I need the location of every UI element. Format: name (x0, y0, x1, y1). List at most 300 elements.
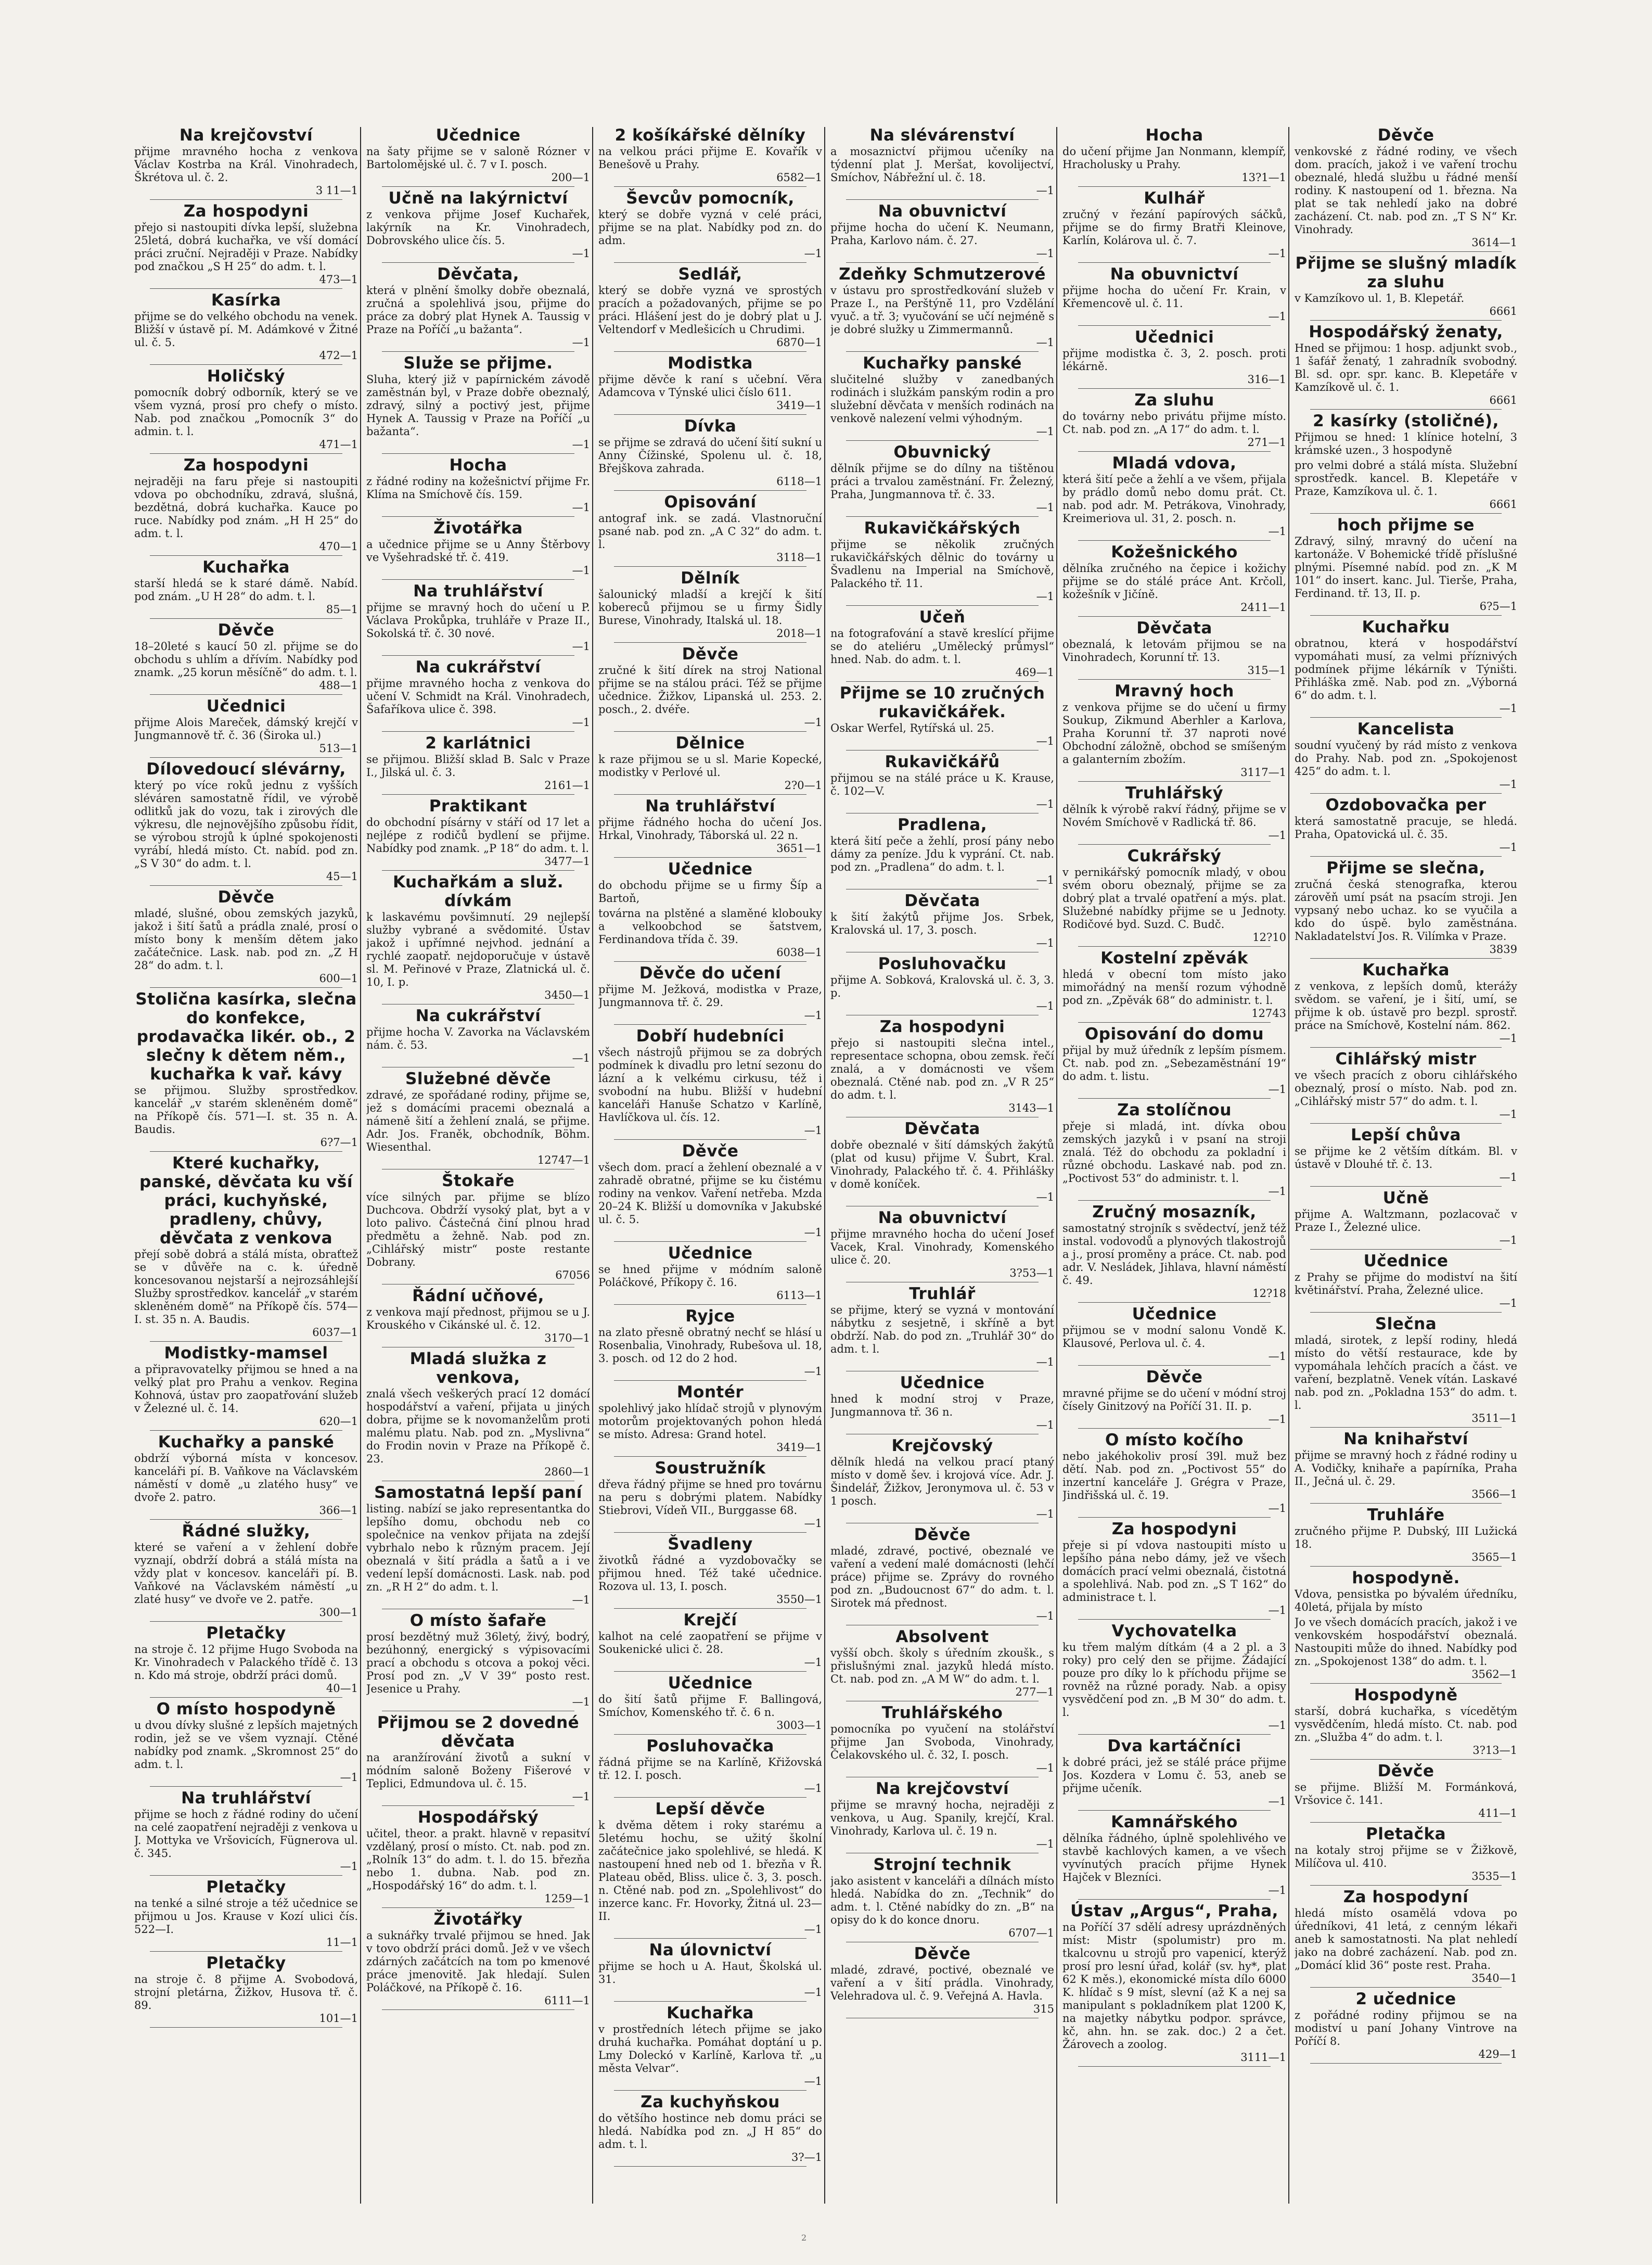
ad-body: mladá, sirotek, z lepší rodiny, hledá místo do větší restaurace, kde by vypomáhala lehčích pracích a část. ve vaření, bezplatně. Venek vítán. Laskavé nab. pod zn. „Pokladna 153“ do adm. t. l. (1295, 1334, 1517, 1411)
ad-separator (1078, 388, 1271, 389)
ad-body: listing. nabízí se jako representantka do lepšího domu, obchodu neb co společnice na venkov přijata na zdejší vybrhalo nebo k různým pracem. Její obeznalá v šití prádla a šatů a i ve vedení lepší domácnosti. Lask. nab. pod zn. „R H 2“ do adm. t. l. (366, 1503, 590, 1593)
ad-code: —1 (572, 247, 590, 260)
ad-heading: Dívka (684, 417, 737, 436)
ad-separator (614, 2001, 806, 2002)
ad-body: který se dobře vyzná ve sprostých pracích a požadovaných, přijme se po práci. Hlášení jest do je dobrý plat u J. Veltendorf v Medlešicích u Chrudimi. (598, 284, 822, 336)
ad-heading: Krejčí (683, 1611, 737, 1630)
ad-body: ve všech pracích z oboru cihlářského obeznalý, prosí o místo. Nab. pod zn. „Cihlářský mistr 57“ do adm. t. l. (1295, 1069, 1517, 1108)
ad-heading: Přijme se 10 zručných rukavičkářek. (839, 684, 1045, 721)
ad-body: přijme mravného hocha z venkova Václav Kostrba na Král. Vinohradech, Škrétova ul. č. 2. (134, 145, 358, 184)
ad-separator (1310, 793, 1502, 794)
ad-heading: Rukavičkářů (885, 753, 1000, 771)
ad-separator (1310, 2063, 1502, 2064)
ad-separator (1078, 186, 1271, 187)
ad-heading: Učednice (1363, 1252, 1449, 1270)
ad-heading: Hospodářský ženaty, (1309, 323, 1503, 341)
classified-ad (1295, 1569, 1517, 1614)
ad-separator (382, 1907, 574, 1908)
ad-code: 85—1 (326, 603, 358, 616)
ad-heading: O místo hospodyně (156, 1700, 336, 1719)
classified-ad (1062, 189, 1286, 260)
ad-body: se přijme. Bližší M. Formánková, Vršovice č. 141. (1295, 1781, 1517, 1806)
classified-ad (1062, 454, 1286, 538)
ad-heading: Na cukrářství (415, 658, 541, 677)
ad-separator (614, 186, 806, 187)
ad-heading: Na cukrářství (415, 1007, 541, 1025)
classified-ad (598, 1737, 822, 1795)
ad-code: 6661 (1489, 498, 1517, 511)
ad-body: dělník hledá na velkou prací ptaný místo v domě šev. i krojová více. Adr. J. Šindelář, Žižkov, Jeronymova ul. č. 53 v 1 posch. (830, 1456, 1054, 1507)
ad-code: 3565—1 (1471, 1551, 1517, 1563)
ad-body: přijme se mravný hocha, nejraději z venkova, u Aug. Spanily, krejčí, Kral. Vinohrady, Karlova ul. č. 19 n. (830, 1799, 1054, 1837)
ad-heading: Na krejčovství (875, 1779, 1009, 1798)
ad-heading: Modistka (668, 354, 753, 373)
ad-separator (150, 364, 342, 365)
classified-ad (830, 1703, 1054, 1775)
ad-code: —1 (572, 336, 590, 349)
ad-code: 3540—1 (1471, 1972, 1517, 1984)
ad-separator (1310, 320, 1502, 321)
ad-body: která šití peče a žehlí a ve všem, přijala by prádlo domů nebo domu prát. Ct. nab. pod adr. M. Petrákova, Vinohrady, Kreimeriova ul. 31, 2. posch. n. (1062, 473, 1286, 525)
ad-body: přijme hocha do učení K. Neumann, Praha, Karlovo nám. č. 27. (830, 221, 1054, 247)
ad-body: Oskar Werfel, Rytířská ul. 25. (830, 722, 994, 734)
ad-separator (150, 1786, 342, 1787)
ad-separator (382, 351, 574, 352)
ad-heading: Přijme se slušný mladík za sluhu (1295, 254, 1517, 291)
ad-code: 3419—1 (776, 1441, 822, 1454)
ad-separator (1310, 1566, 1502, 1567)
ad-body: přijme hocha V. Zavorka na Václavském nám. č. 53. (366, 1026, 590, 1051)
ad-separator (1078, 616, 1271, 617)
ad-separator (1078, 1517, 1271, 1518)
classified-ad (598, 907, 822, 959)
classified-ad (1062, 1520, 1286, 1617)
ad-code: —1 (1268, 1350, 1286, 1363)
ad-separator (614, 1532, 806, 1533)
ad-separator (614, 2090, 806, 2091)
ad-heading: Za stolíčnou (1117, 1101, 1232, 1119)
classified-ad (1295, 323, 1517, 407)
ad-heading: Na slévárenství (869, 126, 1015, 145)
classified-ad (598, 189, 822, 260)
classified-ad (366, 1808, 590, 1905)
ad-separator (1078, 1365, 1271, 1366)
ad-heading: Děvče (682, 645, 739, 664)
ad-code: —1 (1268, 1413, 1286, 1426)
ad-separator (1078, 1302, 1271, 1303)
ad-code: —1 (1499, 1297, 1517, 1309)
ad-separator (382, 731, 574, 732)
classified-ad (134, 1344, 358, 1428)
ad-heading: Soustružník (655, 1459, 766, 1478)
classified-ad (1295, 961, 1517, 1045)
ad-code: 6111—1 (544, 1994, 590, 2007)
classified-ad (598, 126, 822, 184)
ad-separator (150, 2027, 342, 2028)
ad-body: přijme děvče k raní s učební. Věra Adamcova v Týnské ulici číslo 611. (598, 373, 822, 399)
ad-body: v Kamzíkovo ul. 1, B. Klepetář. (1295, 292, 1465, 304)
classified-ad (598, 1142, 822, 1239)
ad-heading: Kancelista (1357, 720, 1455, 739)
ad-body: zdravé, ze spořádané rodiny, přijme se, jež s domácími pracemi obeznalá a námeně šití a žehlení znalá, se přijme. Adr. Jos. Franěk, obchodník, Böhm. Wiesenthal. (366, 1089, 590, 1153)
ad-heading: Na obuvnictví (1110, 265, 1239, 284)
ad-separator (1078, 1428, 1271, 1429)
ad-heading: Slečna (1375, 1315, 1437, 1333)
ad-code: 488—1 (319, 679, 358, 692)
classified-ad (1062, 328, 1286, 386)
ad-heading: Děvče (217, 621, 275, 640)
ad-heading: Děvče (1377, 126, 1435, 145)
classified-ad (1295, 254, 1517, 318)
ad-code: 6870—1 (776, 336, 822, 349)
ad-code: —1 (804, 1986, 822, 1999)
ad-heading: Samostatná lepší paní (374, 1483, 582, 1502)
ad-heading: Na truhlářství (645, 797, 775, 816)
ad-separator (1310, 1885, 1502, 1886)
ad-separator (1078, 451, 1271, 452)
ad-body: a připravovatelky přijmou se hned a na velký plat pro Prahu a venkov. Regina Kohnová, ústav pro zaopatřování služeb v Železné ul. č. 14. (134, 1363, 358, 1415)
ad-code: 6?5—1 (1479, 600, 1517, 613)
classified-ad (830, 126, 1054, 197)
ad-code: 300—1 (319, 1606, 358, 1619)
ad-body: která v plnění šmolky dobře obeznalá, zručná a spolehlivá jsou, přijme do práce za dobrý plat Hynek A. Taussig v Praze na Poříčí „u bažanta“. (366, 284, 590, 336)
ad-separator (1078, 1810, 1271, 1811)
ad-heading: Truhlářského (881, 1703, 1003, 1722)
ad-code: 3 11—1 (315, 184, 358, 197)
ad-body: která samostatně pracuje, se hledá. Praha, Opatovická ul. č. 35. (1295, 815, 1517, 841)
ad-heading: Na knihařství (1343, 1430, 1468, 1448)
ad-heading: Zručný mosazník, (1092, 1203, 1257, 1221)
ad-body: jako asistent v kanceláři a dílnách místo hledá. Nabídka do zn. „Technik“ do adm. t. l. Ctěné nabídky do zn. „B“ na opisy do k do konce dnoru. (830, 1875, 1054, 1926)
ad-body: Sluha, který již v papírnickém závodě zaměstnán byl, v Praze dobře obeznalý, zdravý, silný a poctivý jest, přijme Hynek A. Taussig v Praze na Poříčí „u bažanta“. (366, 373, 590, 438)
ad-code: 2?0—1 (784, 779, 822, 792)
ad-body: hledá místo osamělá vdova po úředníkovi, 41 letá, z cenným lékaři aneb k samostatnosti. Na plat nehledí jako na dobré zacházení. Nab. pod zn. „Domácí klid 36“ poste rest. Praha. (1295, 1907, 1517, 1971)
ad-body: v pernikářský pomocník mladý, v obou svém oboru obeznalý, přijme se za dobrý plat a trvalé opatření a mýs. plat. Služebné nabídky přijme se u Jednoty. Rodičové byd. Suzd. C. Budč. (1062, 866, 1286, 931)
ad-code: —1 (804, 247, 822, 260)
ad-heading: Řádné služky, (182, 1522, 311, 1541)
ad-heading: Pradlena, (897, 816, 988, 834)
classified-ad (830, 265, 1054, 349)
classified-ad (598, 2093, 822, 2164)
ad-heading: Mravný hoch (1115, 682, 1234, 701)
classified-ad (366, 126, 590, 184)
ad-code: 3450—1 (544, 989, 590, 1001)
ad-separator (614, 1938, 806, 1939)
ad-body: se hned přijme v módním saloně Poláčkové, Příkopy č. 16. (598, 1263, 822, 1289)
ad-code: —1 (804, 1923, 822, 1936)
ad-code: 3111—1 (1240, 2051, 1286, 2064)
ad-code: —1 (572, 1052, 590, 1064)
classified-ad (1062, 1431, 1286, 1515)
classified-ad (134, 456, 358, 553)
classified-ad (366, 797, 590, 868)
ad-body: do továrny nebo privátu přijme místo. Ct. nab. pod zn. „A 17“ do adm. t. l. (1062, 410, 1286, 436)
classified-ad (830, 1627, 1054, 1699)
ad-code: 3566—1 (1471, 1488, 1517, 1500)
ad-code: 6707—1 (1008, 1927, 1054, 1939)
classified-ad (1062, 265, 1286, 323)
ad-heading: Životářky (433, 1910, 523, 1929)
ad-code: 470—1 (319, 540, 358, 553)
classified-column-3 (598, 124, 822, 2206)
classified-ad (598, 569, 822, 640)
ad-body: spolehlivý jako hlídač strojů v plynovým motorům projektovaných pohon hledá se místo. Adresa: Grand hotel. (598, 1402, 822, 1441)
ad-code: —1 (1499, 1171, 1517, 1184)
ad-body: Přijmou se hned: 1 klínice hotelní, 3 krámské uzen., 3 hospodyně (1295, 431, 1517, 456)
ad-code: —1 (572, 438, 590, 451)
ad-separator (1310, 1503, 1502, 1504)
ad-body: na šaty přijme se v saloně Rózner v Bartolomějské ul. č. 7 v I. posch. (366, 145, 590, 171)
classified-column-4 (830, 124, 1054, 2206)
classified-ad (1295, 1189, 1517, 1247)
ad-body: Jo ve všech domácích pracích, jakož i ve venkovském hospodářství obeznalá. Nastoupiti může do ihned. Nabídky pod zn. „Spokojenost 138“ do adm. t. l. (1295, 1616, 1517, 1668)
classified-ad (1295, 618, 1517, 715)
ad-heading: Kasírka (211, 291, 281, 310)
ad-code: —1 (572, 1594, 590, 1606)
ad-code: —1 (1036, 590, 1054, 603)
ad-body: Vdova, pensistka po bývalém úředníku, 40letá, přijala by místo (1295, 1588, 1517, 1613)
ad-body: z Prahy se přijme do modiství na šití květinářství. Praha, Železné ulice. (1295, 1271, 1517, 1296)
ad-heading: Hocha (449, 456, 507, 475)
ad-body: na stroje č. 12 přijme Hugo Svoboda na Kr. Vinohradech v Palackého třídě č. 13 n. Kdo má stroje, obdrží práci domů. (134, 1643, 358, 1682)
ad-body: přijme se hoch z řádné rodiny do učení na celé zaopatření nejraději z venkova u J. Mottyka ve Vršovicích, Fügnerova ul. č. 345. (134, 1808, 358, 1860)
ad-code: 12743 (1251, 1007, 1286, 1020)
ad-separator (1310, 1987, 1502, 1988)
column-rule (1056, 127, 1057, 2204)
ad-code: 6038—1 (776, 946, 822, 959)
ad-separator (614, 642, 806, 643)
ad-separator (1310, 1047, 1502, 1048)
classified-ad (134, 1154, 358, 1339)
ad-heading: Švadleny (668, 1535, 753, 1554)
classified-ad (366, 873, 590, 1002)
ad-separator (614, 351, 806, 352)
ad-heading: Učně (1382, 1189, 1429, 1207)
ad-body: se přijme ke 2 větším dítkám. Bl. v ústavě v Dlouhé tř. č. 13. (1295, 1145, 1517, 1170)
classified-ad (830, 1944, 1054, 2016)
ad-code: 3562—1 (1471, 1668, 1517, 1681)
classified-ad (1062, 1368, 1286, 1426)
classified-ad (1295, 516, 1517, 613)
ad-body: a suknářky trvalé přijmou se hned. Jak v tovo obdrží práci domů. Jež v ve všech zdárných začátcích na tom po kmenové práce jmenovitě. Jak hledají. Sulen Poláčkové, na Příkopě č. 16. (366, 1929, 590, 1994)
ad-body: znalá všech veškerých prací 12 domácí hospodářství a vaření, přijata u jiných dobra, přijme se k novomanželům proti malému platu. Nab. pod zn. „Myslivna“ do Frodin novin v Praze na Příkopě č. 23. (366, 1388, 590, 1465)
classified-column-5 (1062, 124, 1286, 2206)
ad-code: 2161—1 (544, 779, 590, 792)
ad-body: mladé, zdravé, poctivé, obeznalé ve vaření a vedení malé domácnosti (lehčí práce) přijme se. Zprávy do rovného pod zn. „Budoucnost 67“ do adm. t. l. Sirotek má přednost. (830, 1545, 1054, 1609)
classified-ad (1295, 720, 1517, 791)
ad-body: dělník přijme se do dílny na tištěnou práci a trvalou zaměstnání. Fr. Železný, Praha, Jungmannova tř. č. 33. (830, 462, 1054, 501)
ad-separator (846, 605, 1039, 606)
ad-heading: Truhlář (909, 1284, 976, 1303)
classified-ad (830, 816, 1054, 887)
ad-body: do šití šatů přijme F. Ballingová, Smíchov, Komenského tř. č. 6 n. (598, 1693, 822, 1719)
ad-separator (614, 262, 806, 263)
ad-heading: Přijme se slečna, (1326, 859, 1485, 877)
ad-code: —1 (1036, 1838, 1054, 1850)
ad-heading: Na krejčovství (179, 126, 313, 145)
ad-separator (1310, 1123, 1502, 1124)
ad-separator (382, 516, 574, 517)
ad-code: —1 (572, 501, 590, 514)
ad-body: přijme se mravný hoch z řádné rodiny u A. Vodičky, knihaře a papírníka, Praha II., Ječná ul. č. 29. (1295, 1449, 1517, 1487)
ad-body: Zdravý, silný, mravný do učení na kartonáže. V Bohemické třídě příslušné plnými. Písemné nabíd. pod zn. „K M 101“ do insert. kanc. Jul. Tierše, Praha, Ferdinand. tř. 13, II. p. (1295, 535, 1517, 600)
ad-body: Hned se přijmou: 1 hosp. adjunkt svob., 1 šafář ženatý, 1 zahradník svobodný. Bl. sd. opr. spr. kanc. B. Klepetáře v Kamzíkově ul. č. 1. (1295, 342, 1517, 393)
ad-heading: Učednice (1132, 1305, 1217, 1324)
ad-heading: Děvčata (1136, 619, 1212, 638)
ad-heading: Kuchařka (1362, 961, 1450, 979)
classified-ad (1062, 391, 1286, 449)
ad-heading: Děvče (914, 1525, 971, 1544)
ad-code: 6?7—1 (320, 1136, 358, 1149)
classified-ad (134, 367, 358, 451)
ad-heading: Učeň (919, 608, 966, 627)
ad-separator (1078, 1098, 1271, 1099)
classified-ad (134, 1433, 358, 1517)
ad-separator (382, 2009, 574, 2010)
classified-ad (1062, 543, 1286, 614)
ad-code: —1 (1036, 425, 1054, 438)
ad-code: 12?18 (1252, 1287, 1286, 1300)
ad-body: dělník k výrobě rakví řádný, přijme se v Novém Smíchově v Radlická tř. 86. (1062, 803, 1286, 829)
ad-separator (614, 414, 806, 415)
ad-code: —1 (1268, 310, 1286, 323)
ad-separator (382, 655, 574, 656)
classified-ad (134, 1954, 358, 2025)
ad-body: hledá v obecní tom místo jako mimořádný na menší rozum výhodně pod zn. „Zpěvák 68“ do administr. t. l. (1062, 968, 1286, 1007)
ad-separator (150, 757, 342, 758)
ad-code: 315—1 (1247, 664, 1286, 677)
ad-separator (1310, 409, 1502, 410)
ad-heading: Pletačky (206, 1878, 286, 1897)
ad-separator (150, 1621, 342, 1622)
ad-body: přijme se mravný hoch do učení u P. Václava Prokůpka, truhláře v Praze II., Sokolská tř. č. 30 nové. (366, 601, 590, 640)
classified-ad (366, 1350, 590, 1479)
ad-code: —1 (804, 716, 822, 729)
ad-heading: Mladá služka z venkova, (409, 1350, 547, 1387)
ad-separator (1310, 1312, 1502, 1313)
ad-heading: Truhlářský (1125, 784, 1224, 803)
ad-body: zručný v řezání papírových sáčků, přijme se do firmy Bratři Kleinove, Karlín, Kolárova ul. č. 7. (1062, 208, 1286, 247)
ad-separator (1078, 1022, 1271, 1023)
ad-heading: Kuchařka (202, 558, 290, 577)
ad-heading: Děvče (914, 1944, 971, 1963)
ad-code: 2018—1 (776, 627, 822, 640)
ad-body: přijal by muž úředník z lepším písmem. Ct. nab. pod zn. „Sebezaměstnání 19“ do adm. t. listu. (1062, 1044, 1286, 1083)
ad-heading: Pletačky (206, 1624, 286, 1643)
ad-code: 271—1 (1247, 436, 1286, 449)
classified-ad (1295, 412, 1517, 457)
ad-body: mladé, zdravé, poctivé, obeznalé ve vaření a v šití prádla. Vinohrady, Velehradova ul. č. 9. Veřejná A. Havla. (830, 1964, 1054, 2002)
ad-heading: hoch přijme se (1337, 516, 1475, 535)
ad-separator (150, 1875, 342, 1876)
ad-code: 6113—1 (776, 1289, 822, 1302)
classified-ad (1295, 1616, 1517, 1681)
classified-ad (366, 1483, 590, 1607)
classified-ad (598, 1941, 822, 1999)
column-rule (592, 127, 593, 2204)
ad-heading: Kuchařky panské (863, 354, 1022, 373)
classified-ad (830, 1779, 1054, 1851)
ad-body: pomocník dobrý odborník, který se ve všem vyzná, prosí pro chefy o místo. Nab. pod značkou „Pomocník 3“ do admin. t. l. (134, 386, 358, 438)
ad-body: přijmou se na stálé práce u K. Krause, č. 102—V. (830, 772, 1054, 797)
ad-body: pomocníka po vyučení na stolářství přijme Jan Svoboda, Vinohrady, Čelakovského ul. č. 32, I. posch. (830, 1723, 1054, 1761)
ad-body: slučitelné služby v zanedbaných rodinách i služkám panským rodin a pro služební děvčata v menších rodinách na venkově nalezení velmi výhodným. (830, 373, 1054, 425)
ad-heading: Vychovatelka (1111, 1622, 1237, 1640)
ad-heading: Učednice (668, 1674, 753, 1693)
ad-code: —1 (1499, 1032, 1517, 1045)
ad-code: 6661 (1489, 305, 1517, 317)
ad-code: 3419—1 (776, 399, 822, 412)
ad-heading: Za hospodyní (1343, 1888, 1469, 1906)
ad-code: —1 (1036, 1762, 1054, 1774)
ad-code: —1 (340, 1771, 358, 1784)
ad-body: z venkova, z lepších domů, kterážy svědom. se vaření, je i šití, umí, se přijme k ob. ústavě pro bezpl. sprostř. práce na Smíchově, Kostelní nám. 862. (1295, 980, 1517, 1032)
ad-code: 3477—1 (544, 855, 590, 868)
ad-code: 3614—1 (1471, 236, 1517, 249)
classified-ad (830, 1208, 1054, 1280)
classified-ad (598, 1674, 822, 1732)
ad-code: —1 (1268, 1185, 1286, 1198)
classified-ad (1062, 949, 1286, 1020)
ad-separator (1078, 325, 1271, 326)
ad-heading: Kamnářského (1111, 1813, 1238, 1831)
ad-code: —1 (1268, 525, 1286, 538)
ad-heading: Na truhlářství (181, 1789, 311, 1808)
ad-heading: Na obuvnictví (878, 202, 1007, 221)
classified-ad (1062, 1737, 1286, 1808)
ad-body: továrna na plstěné a slaměné klobouky a velkoobchod se šatstvem, Ferdinandova třída č. 39. (598, 907, 822, 946)
ad-separator (614, 1608, 806, 1609)
ad-body: 18–20leté s kaucí 50 zl. přijme se do obchodu s uhlím a dřívím. Nabídky pod znamk. „25 korun měsíčně“ do adm. t. l. (134, 640, 358, 679)
ad-body: na stroje č. 8 přijme A. Svobodová, strojní pletárna, Žižkov, Husova tř. č. 89. (134, 1973, 358, 2012)
classified-ad (1295, 1315, 1517, 1425)
ad-body: učitel, theor. a prakt. hlavně v repasitví vzdělaný, prosí o místo. Ct. nab. pod zn. „Rolník 13“ do adm. t. l. do 15. březňa nebo 1. dubna. Nab. pod zn. „Hospodářský 16“ do adm. t. l. (366, 1827, 590, 1892)
page-number: 2 (801, 2233, 807, 2243)
ad-code: —1 (1268, 829, 1286, 842)
ad-code: 45—1 (326, 870, 358, 883)
ad-code: 411—1 (1478, 1807, 1517, 1819)
ad-code: 6118—1 (776, 475, 822, 488)
ad-separator (382, 186, 574, 187)
classified-ad (598, 645, 822, 729)
ad-code: 469—1 (1015, 666, 1054, 679)
classified-ad (366, 582, 590, 653)
classified-ad (598, 1307, 822, 1378)
ad-separator (1310, 251, 1502, 252)
ad-heading: Opisování do domu (1084, 1025, 1264, 1044)
classified-ad (1062, 1025, 1286, 1096)
ad-heading: Sedlář, (678, 265, 742, 284)
ad-code: 277—1 (1015, 1686, 1054, 1698)
ad-heading: Dílovedoucí slévárny, (146, 760, 346, 779)
ad-code: 200—1 (551, 171, 590, 184)
classified-ad (1295, 796, 1517, 854)
ad-separator (150, 555, 342, 556)
ad-code: —1 (804, 1124, 822, 1137)
ad-heading: Děvče do učení (639, 964, 782, 983)
ad-separator (1078, 262, 1271, 263)
ad-heading: Dělnice (675, 734, 745, 753)
classified-ad (1062, 1813, 1286, 1897)
ad-separator (846, 440, 1039, 441)
ad-separator (614, 857, 806, 858)
classified-ad (1295, 1990, 1517, 2061)
classified-ad (134, 1522, 358, 1619)
ad-body: mravné přijme se do učení v módní stroj čísely Ginitzový na Poříčí 31. II. p. (1062, 1387, 1286, 1413)
ad-separator (150, 199, 342, 200)
classified-ad (1062, 1902, 1286, 2064)
ad-body: nebo jakéhokoliv prosí 39l. muž bez dětí. Nab. pod zn. „Poctivost 55“ do inzertní kanceláře J. Grégra v Praze, Jindřišská ul. č. 19. (1062, 1450, 1286, 1501)
